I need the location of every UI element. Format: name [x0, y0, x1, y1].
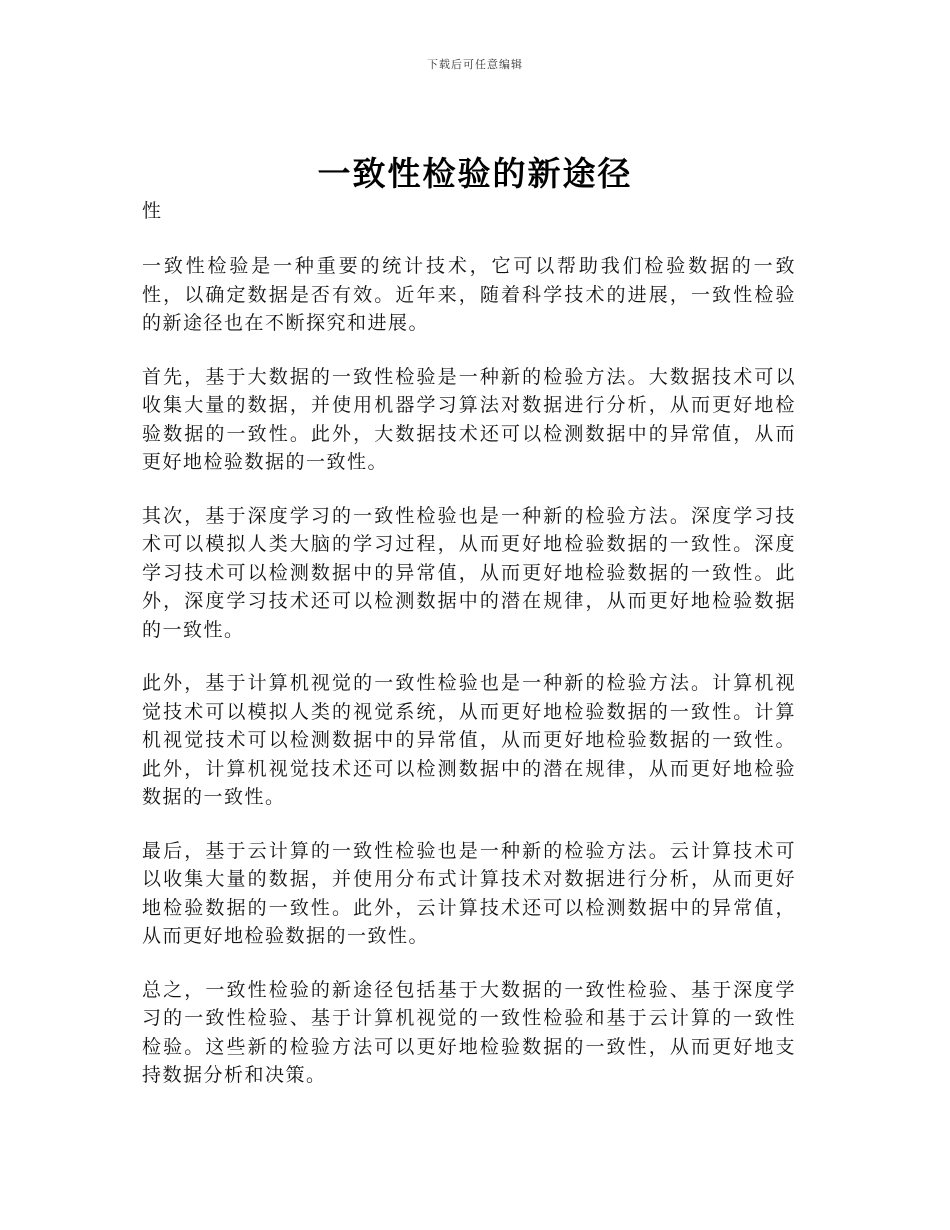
- paragraph-computer-vision: 此外，基于计算机视觉的一致性检验也是一种新的检验方法。计算机视觉技术可以模拟人类的视觉系统，从而更好地检验数据的一致性。计算机视觉技术可以检测数据中的异常值，从而更好地检验数据的一致性。此外，计算机视觉技术还可以检测数据中的潜在规律，从而更好地检验数据的一致性。: [142, 672, 796, 808]
- document-body: [142, 252, 796, 1115]
- paragraph-conclusion: 总之，一致性检验的新途径包括基于大数据的一致性检验、基于深度学习的一致性检验、基于计算机视觉的一致性检验和基于云计算的一致性检验。这些新的检验方法可以更好地检验数据的一致性，从而更好地支持数据分析和决策。: [142, 978, 796, 1086]
- paragraph-cloud-computing: 最后，基于云计算的一致性检验也是一种新的检验方法。云计算技术可以收集大量的数据，并使用分布式计算技术对数据进行分析，从而更好地检验数据的一致性。此外，云计算技术还可以检测数据中的异常值，从而更好地检验数据的一致性。: [142, 839, 796, 947]
- paragraph-deep-learning: 其次，基于深度学习的一致性检验也是一种新的检验方法。深度学习技术可以模拟人类大脑的学习过程，从而更好地检验数据的一致性。深度学习技术可以检测数据中的异常值，从而更好地检验数据的一致性。此外，深度学习技术还可以检测数据中的潜在规律，从而更好地检验数据的一致性。: [142, 504, 796, 641]
- page-header-note: 下载后可任意编辑: [427, 58, 523, 71]
- paragraph-big-data: 首先，基于大数据的一致性检验是一种新的检验方法。大数据技术可以收集大量的数据，并使用机器学习算法对数据进行分析，从而更好地检验数据的一致性。此外，大数据技术还可以检测数据中的异常值，从而更好地检验数据的一致性。: [142, 365, 796, 473]
- stray-text: 性: [142, 200, 162, 222]
- paragraph-intro: 一致性检验是一种重要的统计技术，它可以帮助我们检验数据的一致性，以确定数据是否有效。近年来，随着科学技术的进展，一致性检验的新途径也在不断探究和进展。: [142, 255, 796, 334]
- document-title: 一致性检验的新途径: [317, 154, 633, 193]
